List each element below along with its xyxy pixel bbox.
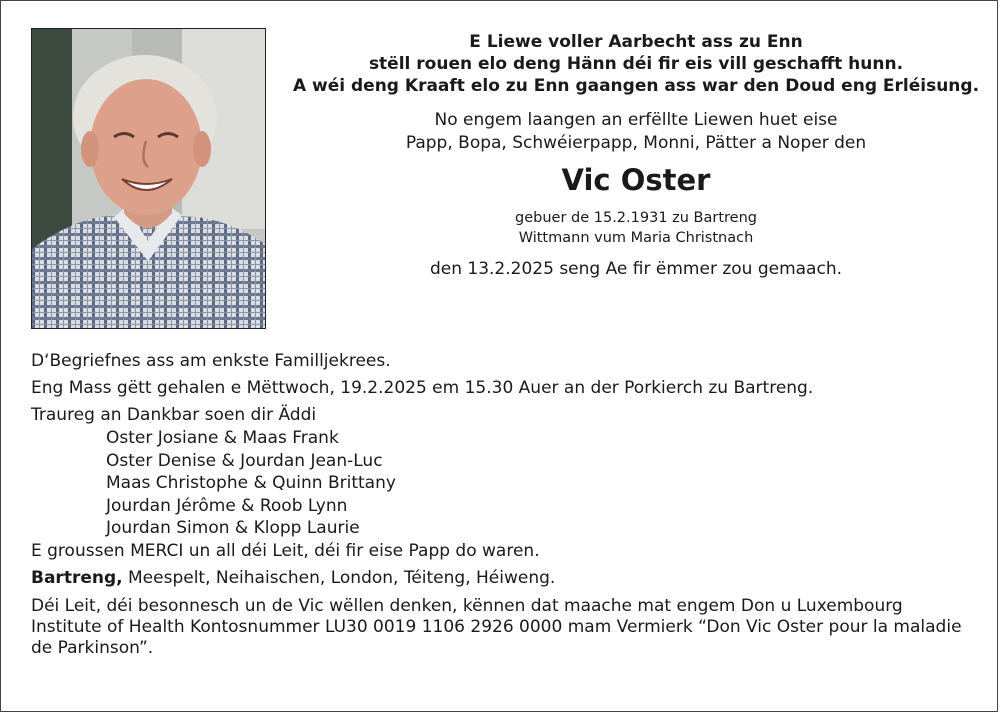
verse-line: stëll rouen elo deng Hänn déi fir eis vill geschafft hunn. bbox=[368, 54, 904, 74]
mourner-item: Oster Josiane & Maas Frank bbox=[106, 428, 339, 448]
birth-line: Wittmann vum Maria Christnach bbox=[518, 230, 754, 246]
portrait-illustration bbox=[32, 29, 265, 328]
mass-note: Eng Mass gëtt gehalen e Mëttwoch, 19.2.2025 em 15.30 Auer an der Porkierch zu Bartreng. bbox=[31, 378, 814, 398]
other-places: Meespelt, Neihaischen, London, Téiteng, Héiweng. bbox=[122, 567, 556, 588]
intro-line: No engem laangen an erfëllte Liewen huet eise bbox=[434, 110, 838, 130]
mourner-item: Jourdan Simon & Klopp Laurie bbox=[106, 518, 360, 538]
mourning-intro: Traureg an Dankbar soen dir Äddi bbox=[31, 405, 317, 425]
burial-note: D‘Begriefnes ass am enkste Familljekrees. bbox=[31, 351, 391, 371]
mourner-item: Maas Christophe & Quinn Brittany bbox=[106, 473, 396, 493]
mourner-item: Jourdan Jérôme & Roob Lynn bbox=[106, 495, 348, 516]
notice-body bbox=[31, 350, 976, 659]
mourners-list bbox=[31, 427, 976, 540]
deceased-name: Vic Oster bbox=[561, 163, 711, 197]
portrait-photo bbox=[31, 28, 266, 329]
thanks-line: E groussen MERCI un all déi Leit, déi fir eise Papp do waren. bbox=[31, 540, 540, 561]
mourner-item: Oster Denise & Jourdan Jean-Luc bbox=[106, 450, 383, 471]
announcement-block bbox=[283, 31, 989, 280]
verse-line: E Liewe voller Aarbecht ass zu Enn bbox=[469, 32, 803, 52]
birth-details bbox=[283, 208, 989, 248]
intro-line: Papp, Bopa, Schwéierpapp, Monni, Pätter a Noper den bbox=[405, 133, 867, 153]
birth-line: gebuer de 15.2.1931 zu Bartreng bbox=[515, 210, 757, 226]
places-line bbox=[31, 567, 976, 590]
death-line: den 13.2.2025 seng Ae fir ëmmer zou gemaach. bbox=[429, 259, 843, 279]
intro-text bbox=[283, 109, 989, 155]
primary-place: Bartreng, bbox=[31, 567, 123, 588]
memorial-verse bbox=[283, 31, 989, 97]
verse-line: A wéi deng Kraaft elo zu Enn gaangen ass war den Doud eng Erléisung. bbox=[292, 76, 980, 96]
donation-note: Déi Leit, déi besonnesch un de Vic wëllen denken, kënnen dat maache mat engem Don u Luxembourg Institute of Health Kontosnummer LU30 0019 1106 2926 0000 mam Vermierk “Don Vic Oster pour la maladie de Parkinson”. bbox=[31, 595, 962, 658]
